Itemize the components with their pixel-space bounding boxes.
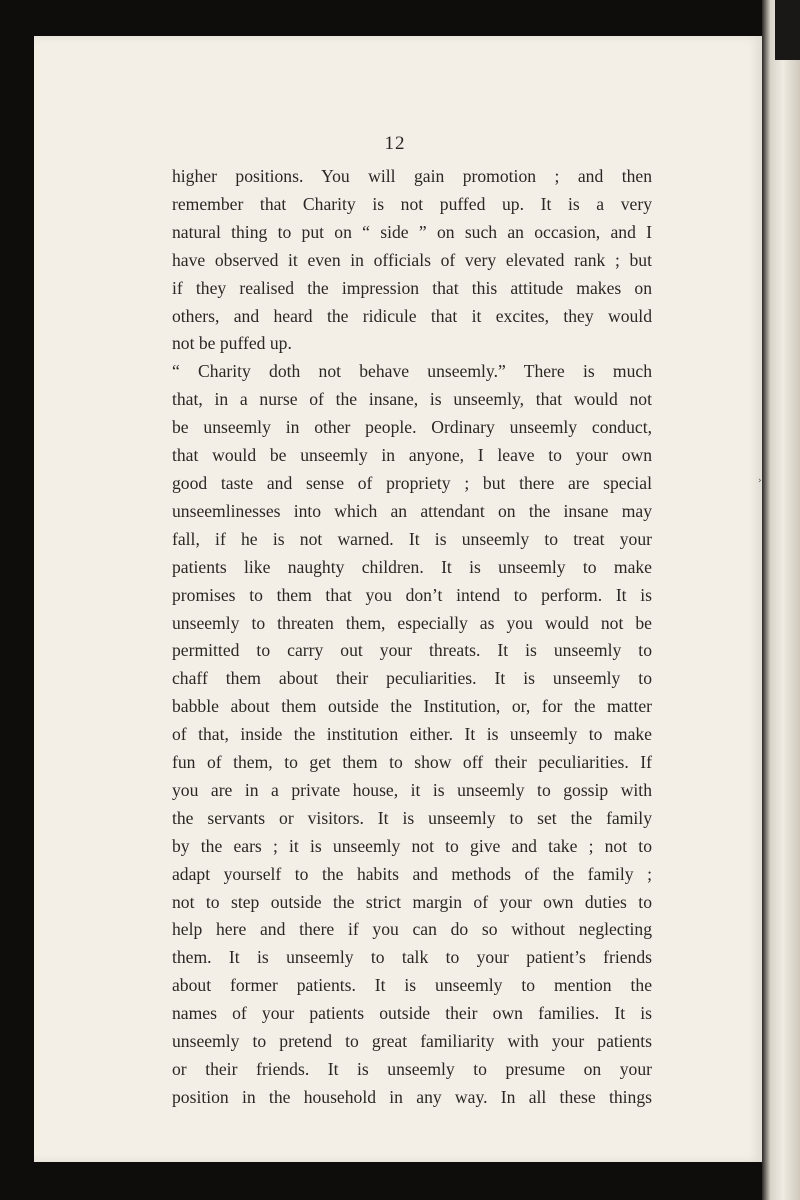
text-line: have observed it even in officials of very elevated rank ; but	[172, 249, 652, 270]
text-line: or their friends. It is unseemly to presume on your	[172, 1059, 652, 1079]
page-body-text	[172, 163, 652, 1112]
text-line: that, in a nurse of the insane, is unseemly, that would not	[172, 389, 652, 410]
text-line: about former patients. It is unseemly to mention the	[172, 975, 652, 996]
text-line: the servants or visitors. It is unseemly to set the family	[172, 807, 652, 828]
text-line: babble about them outside the Institution, or, for the matter	[172, 696, 652, 717]
text-line: not be puffed up.	[172, 333, 292, 354]
text-line: help here and there if you can do so without neglecting	[172, 919, 652, 940]
text-line: names of your patients outside their own families. It is	[172, 1003, 652, 1024]
text-line: by the ears ; it is unseemly not to give and take ; not to	[172, 835, 652, 856]
text-line: position in the household in any way. In all these things	[172, 1086, 652, 1107]
text-line: unseemly to threaten them, especially as you would not be	[172, 612, 652, 633]
page-number: 12	[384, 133, 406, 154]
book-page-edge	[762, 0, 800, 1200]
text-line: higher positions. You will gain promotion ; and then	[172, 166, 652, 186]
text-line: you are in a private house, it is unseemly to gossip with	[172, 779, 652, 800]
text-line: unseemlinesses into which an attendant on the insane may	[172, 500, 652, 521]
text-line: them. It is unseemly to talk to your patient’s friends	[172, 947, 652, 968]
text-line: fun of them, to get them to show off their peculiarities. If	[172, 752, 652, 773]
text-line: that would be unseemly in anyone, I leave to your own	[172, 445, 652, 466]
text-line: not to step outside the strict margin of your own duties to	[172, 891, 652, 912]
text-line: “ Charity doth not behave unseemly.” There is much	[172, 361, 652, 382]
text-line: chaff them about their peculiarities. It is unseemly to	[172, 668, 652, 689]
book-spine	[775, 0, 800, 60]
text-line: be unseemly in other people. Ordinary unseemly conduct,	[172, 417, 652, 438]
text-line: permitted to carry out your threats. It is unseemly to	[172, 640, 652, 661]
text-line: patients like naughty children. It is unseemly to make	[172, 556, 652, 577]
text-line: promises to them that you don’t intend to perform. It is	[172, 584, 652, 605]
text-line: of that, inside the institution either. It is unseemly to make	[172, 724, 652, 745]
text-line: good taste and sense of propriety ; but there are special	[172, 472, 652, 493]
text-line: unseemly to pretend to great familiarity with your patients	[172, 1031, 652, 1052]
text-line: remember that Charity is not puffed up. It is a very	[172, 193, 652, 214]
margin-mark: ›	[758, 476, 762, 486]
text-line: if they realised the impression that this attitude makes on	[172, 277, 652, 298]
text-line: fall, if he is not warned. It is unseemly to treat your	[172, 528, 652, 549]
text-line: adapt yourself to the habits and methods of the family ;	[172, 863, 652, 884]
text-line: others, and heard the ridicule that it excites, they would	[172, 305, 652, 326]
text-line: natural thing to put on “ side ” on such an occasion, and I	[172, 221, 652, 242]
